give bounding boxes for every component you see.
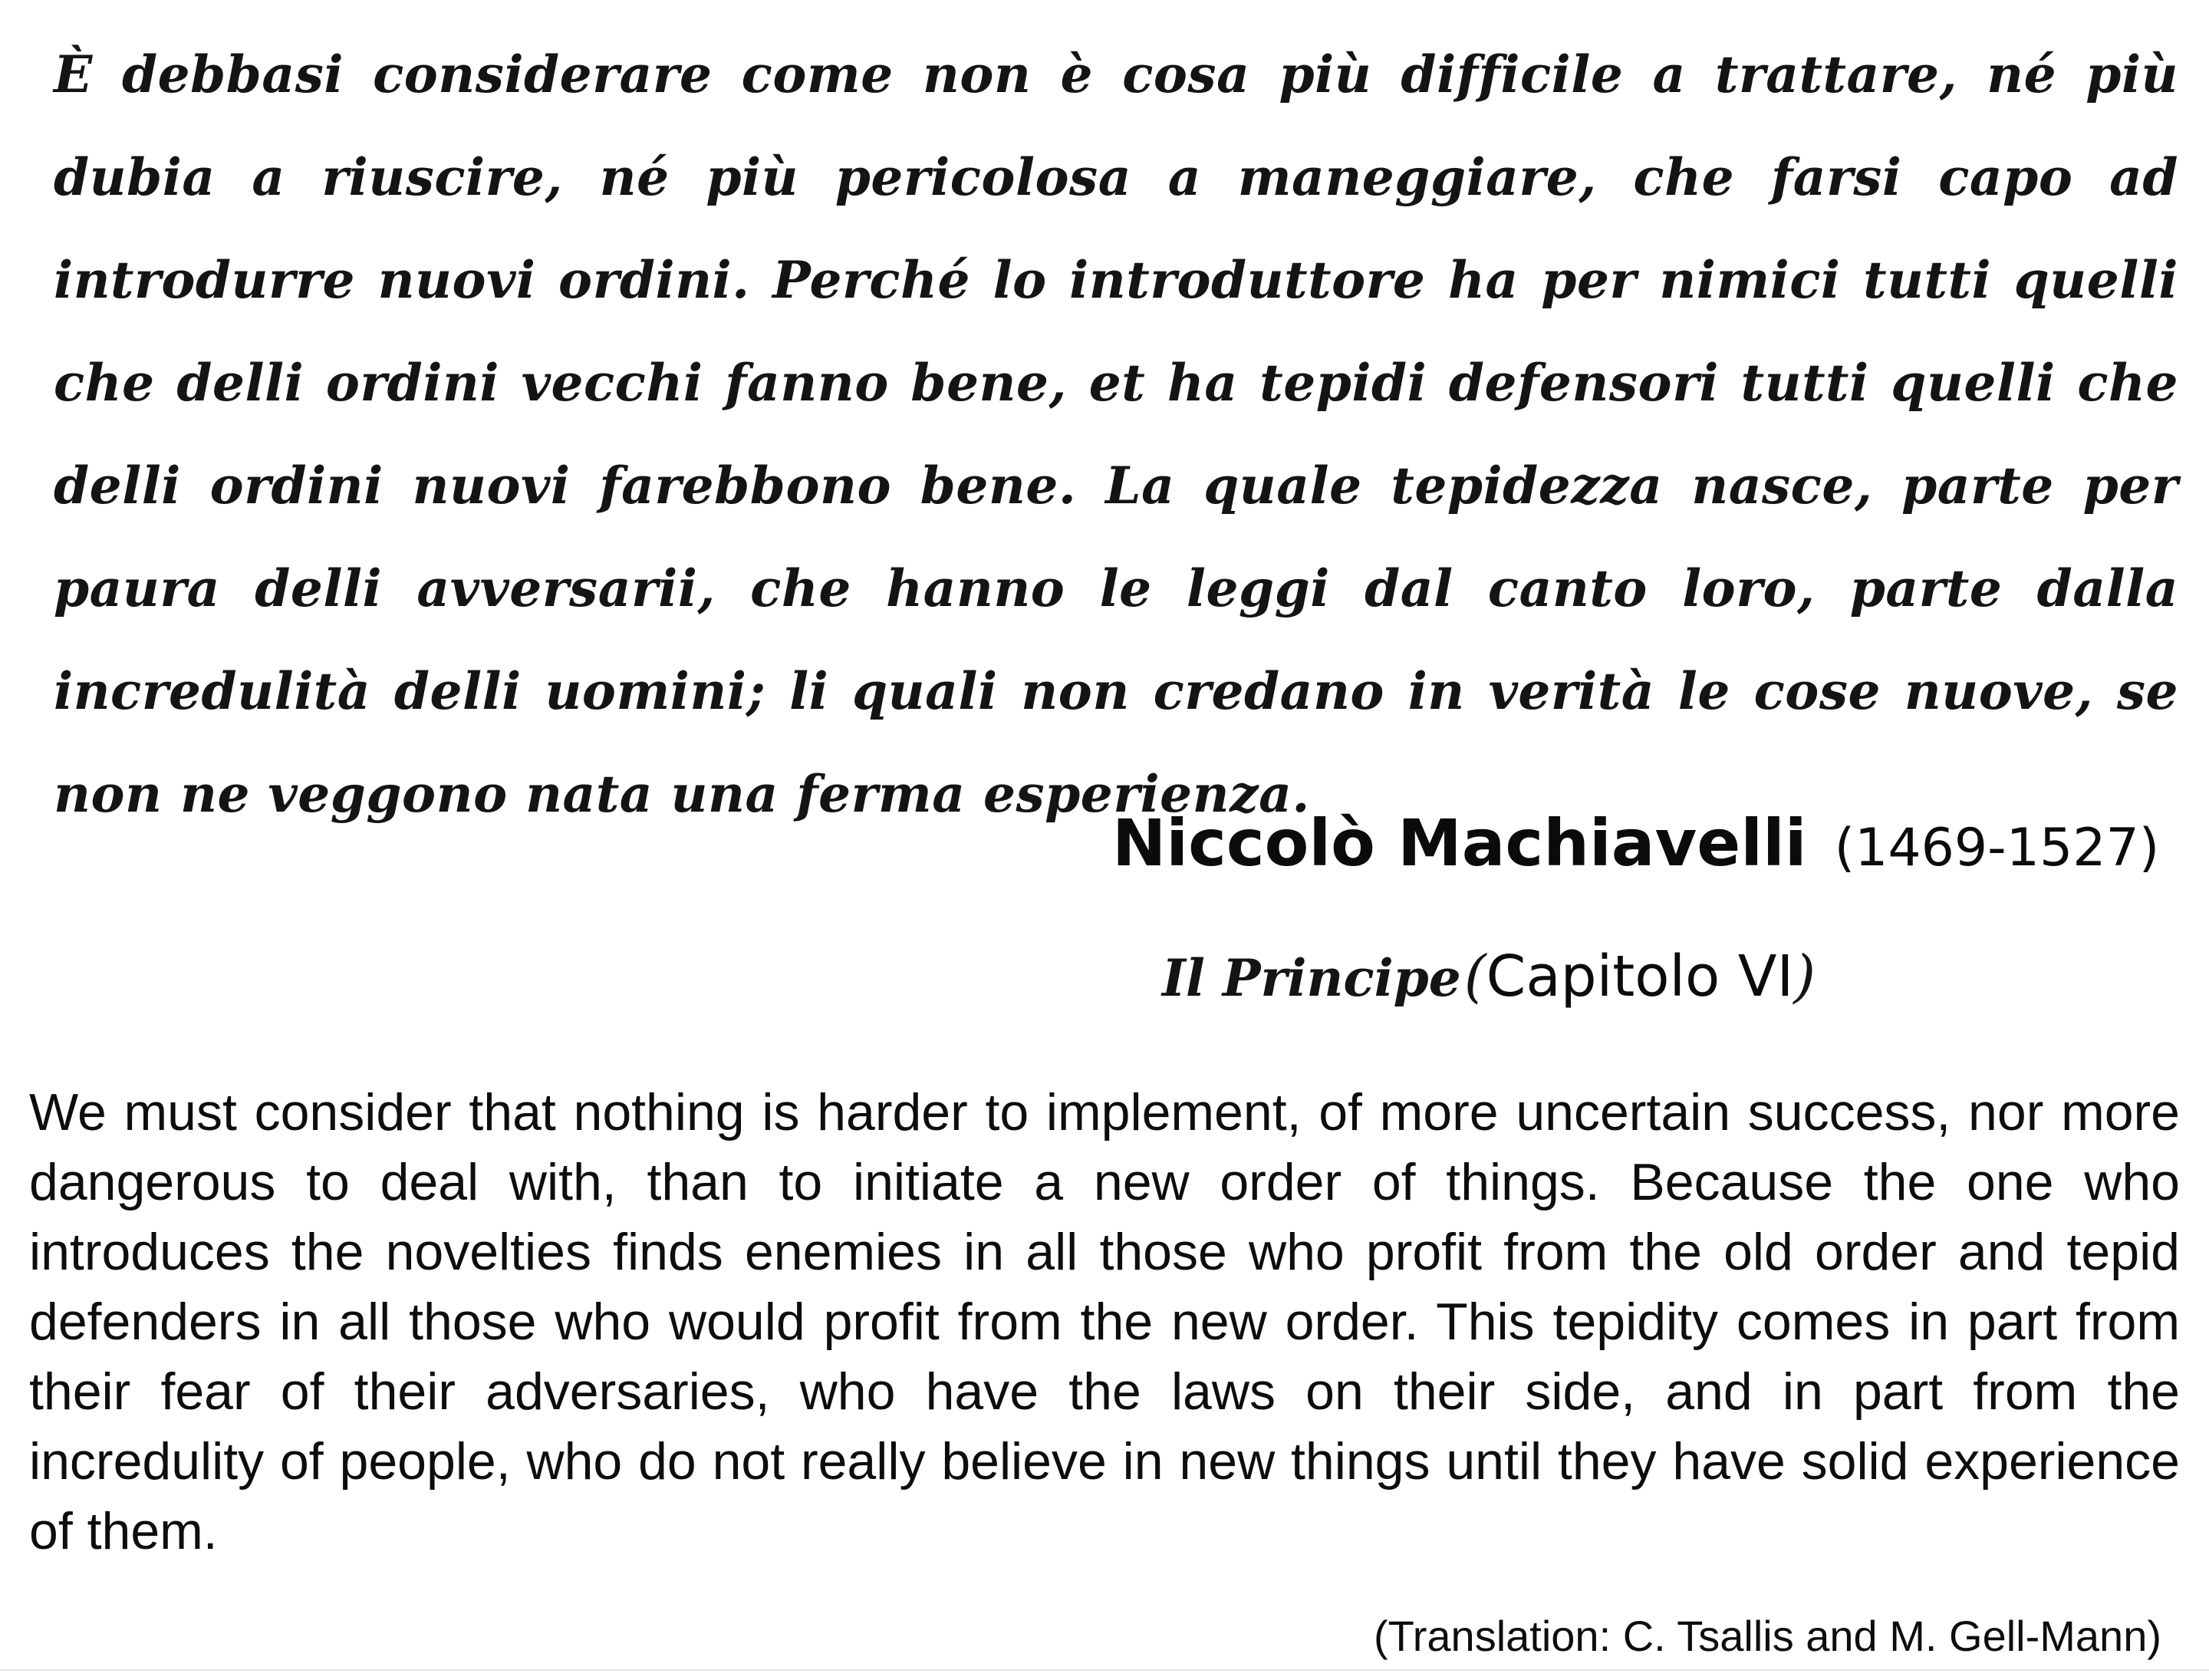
english-translation: We must consider that nothing is harder to implement, of more uncertain success, nor more dangerous to deal with, than to initiate a new order of things. Because the one who introduces the novelties finds enemies in all those who profit from the old order and tepid defenders in all those who would profit from the new order. This tepidity comes in part from their fear of their adversaries, who have the laws on their side, and in part from the incredulity of people, who do not really believe in new things until they have solid experience of them.: [29, 1083, 2180, 1560]
close-parenthesis: ): [1793, 944, 1816, 1010]
italian-quote: È debbasi considerare come non è cosa più difficile a trattare, né più dubia a riuscire, né più pericolosa a maneggiare, che farsi capo ad introdurre nuovi ordini. Perché lo introduttore ha per nimici tutti quelli che delli ordini vecchi fanno bene, et ha tepidi defensori tutti quelli che delli ordini nuovi farebbono bene. La quale tepidezza nasce, parte per paura delli avversarii, che hanno le leggi dal canto loro, parte dalla incredulità delli uomini; li quali non credano in verità le cose nuove, se non ne veggono nata una ferma esperienza.: [54, 44, 2178, 824]
author-dates: (1469-1527): [1834, 818, 2160, 878]
open-parenthesis: (: [1463, 944, 1486, 1010]
author-name: Niccolò Machiavelli: [1112, 805, 1807, 881]
work-chapter: Capitolo VI: [1486, 944, 1794, 1010]
work-title: Il Principe: [1162, 948, 1461, 1008]
bottom-divider: [0, 1669, 2209, 1671]
work-citation: [1162, 944, 2159, 1010]
author-line: [1112, 805, 2186, 881]
translation-credit: (Translation: C. Tsallis and M. Gell-Mann): [1373, 1612, 2161, 1660]
